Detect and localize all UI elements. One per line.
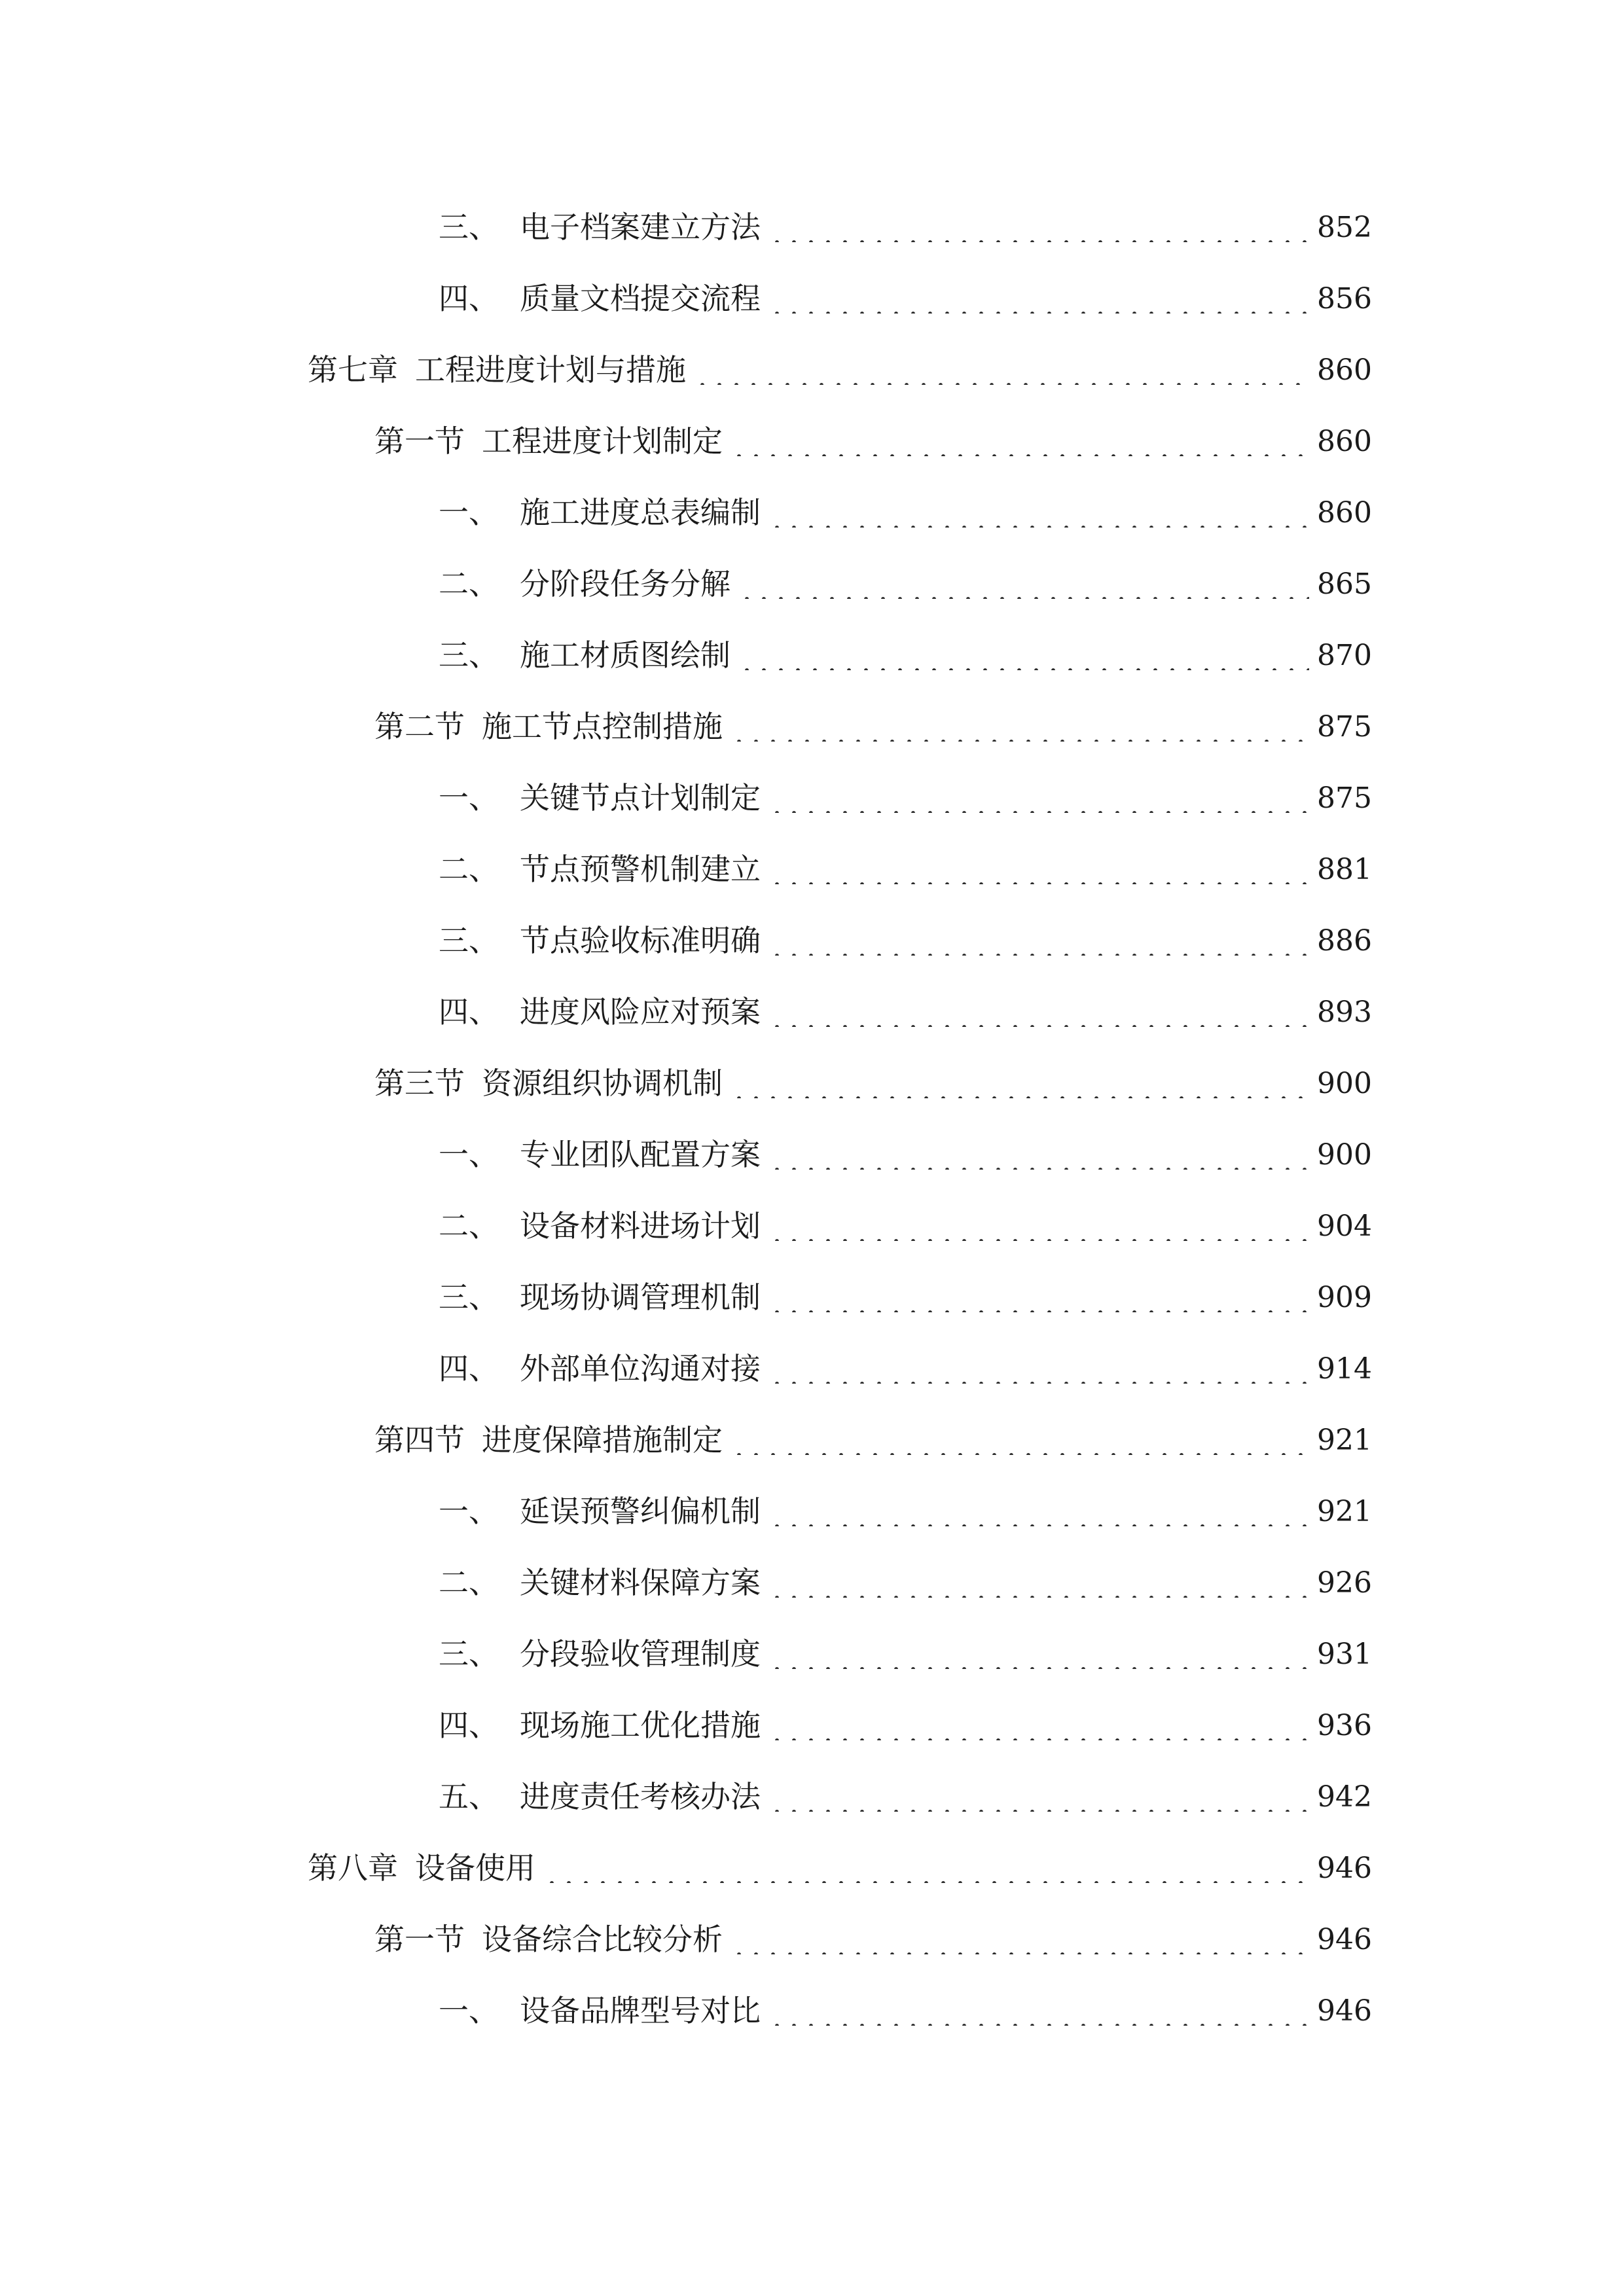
toc-entry-number: 五、 [439,1779,499,1814]
toc-entry-title: 专业团队配置方案 [520,1137,761,1172]
toc-entry-number: 一、 [439,1137,499,1172]
toc-entry[interactable] [439,761,1372,816]
toc-entry-page: 946 [1317,1994,1372,2028]
toc-entry-page: 852 [1317,211,1372,244]
toc-entry-number: 二、 [439,1565,499,1600]
toc-section-entry[interactable] [374,1046,1372,1101]
toc-entry-title: 设备材料进场计划 [520,1208,761,1244]
toc-entry-number: 三、 [439,1280,499,1315]
toc-entry-page: 904 [1317,1210,1372,1243]
dot-leader [738,640,1309,670]
toc-entry-page: 893 [1317,996,1372,1029]
toc-entry[interactable] [439,975,1372,1030]
toc-entry-title: 节点验收标准明确 [520,923,761,958]
toc-entry-title: 进度保障措施制定 [482,1422,723,1458]
dot-leader [768,925,1309,956]
toc-entry-section-label: 第一节 [374,1922,465,1957]
toc-entry-page: 931 [1317,1638,1372,1671]
toc-entry-number: 三、 [439,923,499,958]
toc-entry-number: 三、 [439,1636,499,1672]
dot-leader [768,212,1309,242]
toc-entry-title: 现场协调管理机制 [520,1280,761,1315]
toc-entry-page: 926 [1317,1566,1372,1600]
toc-entry-title: 节点预警机制建立 [520,852,761,887]
toc-entry-title: 现场施工优化措施 [520,1708,761,1743]
toc-entry-page: 909 [1317,1281,1372,1314]
dot-leader [768,283,1309,314]
toc-entry[interactable] [439,1117,1372,1170]
toc-entry-number: 四、 [439,994,499,1030]
toc-entry-page: 914 [1317,1352,1372,1386]
toc-entry-number: 三、 [439,637,499,673]
toc-entry-number: 四、 [439,1351,499,1386]
toc-entry-page: 856 [1317,282,1372,315]
toc-entry-page: 860 [1317,425,1372,458]
toc-entry-page: 946 [1317,1852,1372,1885]
toc-entry-page: 865 [1317,567,1372,601]
toc-entry-title: 设备使用 [415,1850,535,1886]
toc-entry-section-label: 第四节 [374,1422,465,1458]
toc-entry-page: 921 [1317,1424,1372,1457]
toc-entry-page: 946 [1317,1923,1372,1956]
toc-chapter-entry[interactable] [308,1831,1372,1886]
toc-entry[interactable] [439,1189,1372,1244]
toc-entry-title: 外部单位沟通对接 [520,1351,761,1386]
toc-entry-title: 设备品牌型号对比 [520,1993,761,2028]
toc-entry[interactable] [439,547,1372,599]
dot-leader [768,854,1309,884]
toc-entry-page: 881 [1317,853,1372,886]
toc-entry-title: 工程进度计划与措施 [415,352,686,387]
dot-leader [731,711,1309,742]
toc-entry[interactable] [439,1474,1372,1529]
toc-entry[interactable] [439,1331,1372,1384]
dot-leader [731,426,1309,456]
toc-section-entry[interactable] [374,689,1372,742]
toc-entry-number: 一、 [439,495,499,530]
toc-entry[interactable] [439,190,1372,245]
toc-entry-page: 942 [1317,1780,1372,1814]
toc-entry-title: 施工节点控制措施 [482,709,723,744]
toc-entry-page: 870 [1317,639,1372,672]
dot-leader [768,1782,1309,1812]
toc-entry-chapter-label: 第八章 [308,1850,398,1886]
toc-entry-section-label: 第三节 [374,1066,465,1101]
toc-entry-title: 关键材料保障方案 [520,1565,761,1600]
toc-entry[interactable] [439,1973,1372,2026]
toc-entry[interactable] [439,832,1372,887]
dot-leader [543,1853,1309,1883]
toc-entry[interactable] [439,1617,1372,1672]
dot-leader [768,1354,1309,1384]
dot-leader [768,1568,1309,1598]
toc-entry-page: 886 [1317,924,1372,958]
toc-entry[interactable] [439,261,1372,314]
toc-section-entry[interactable] [374,404,1372,459]
dot-leader [768,1496,1309,1526]
toc-entry[interactable] [439,618,1372,673]
toc-section-entry[interactable] [374,1902,1372,1957]
toc-entry-page: 900 [1317,1138,1372,1172]
toc-entry-title: 质量文档提交流程 [520,281,761,316]
toc-entry-number: 二、 [439,566,499,601]
toc-entry-page: 875 [1317,710,1372,744]
dot-leader [738,569,1309,599]
toc-entry-section-label: 第一节 [374,423,465,459]
dot-leader [768,997,1309,1027]
toc-entry-title: 施工材质图绘制 [520,637,731,673]
toc-entry[interactable] [439,903,1372,956]
dot-leader [694,355,1309,385]
toc-entry-page: 921 [1317,1495,1372,1528]
toc-entry-page: 900 [1317,1067,1372,1100]
toc-entry[interactable] [439,1688,1372,1743]
toc-entry[interactable] [439,1260,1372,1315]
toc-entry-number: 四、 [439,1708,499,1743]
dot-leader [768,497,1309,528]
dot-leader [768,1710,1309,1740]
toc-entry-title: 关键节点计划制定 [520,780,761,816]
toc-entry-title: 分段验收管理制度 [520,1636,761,1672]
toc-entry-page: 875 [1317,781,1372,815]
dot-leader [768,1639,1309,1669]
dot-leader [768,783,1309,813]
dot-leader [768,1211,1309,1241]
dot-leader [768,1282,1309,1312]
toc-entry-title: 设备综合比较分析 [482,1922,723,1957]
dot-leader [768,1996,1309,2026]
toc-entry-title: 分阶段任务分解 [520,566,731,601]
toc-entry-page: 936 [1317,1709,1372,1742]
toc-entry-title: 电子档案建立方法 [520,209,761,245]
toc-entry[interactable] [439,1545,1372,1598]
dot-leader [731,1068,1309,1098]
toc-entry-number: 二、 [439,1208,499,1244]
toc-entry-number: 一、 [439,1494,499,1529]
toc-entry-section-label: 第二节 [374,709,465,744]
toc-entry-number: 二、 [439,852,499,887]
toc-entry-number: 三、 [439,209,499,245]
toc-entry-title: 进度风险应对预案 [520,994,761,1030]
toc-entry-number: 四、 [439,281,499,316]
toc-entry-title: 施工进度总表编制 [520,495,761,530]
toc-entry-number: 一、 [439,1993,499,2028]
toc-entry-title: 进度责任考核办法 [520,1779,761,1814]
toc-section-entry[interactable] [374,1403,1372,1458]
toc-chapter-entry[interactable] [308,332,1372,385]
toc-entry-title: 资源组织协调机制 [482,1066,723,1101]
toc-entry-title: 工程进度计划制定 [482,423,723,459]
dot-leader [731,1924,1309,1954]
dot-leader [731,1425,1309,1455]
toc-entry-title: 延误预警纠偏机制 [520,1494,761,1529]
toc-entry-page: 860 [1317,353,1372,387]
toc-entry-number: 一、 [439,780,499,816]
toc-entry-chapter-label: 第七章 [308,352,398,387]
toc-entry-page: 860 [1317,496,1372,529]
toc-entry[interactable] [439,1759,1372,1812]
toc-entry[interactable] [439,475,1372,528]
dot-leader [768,1139,1309,1170]
